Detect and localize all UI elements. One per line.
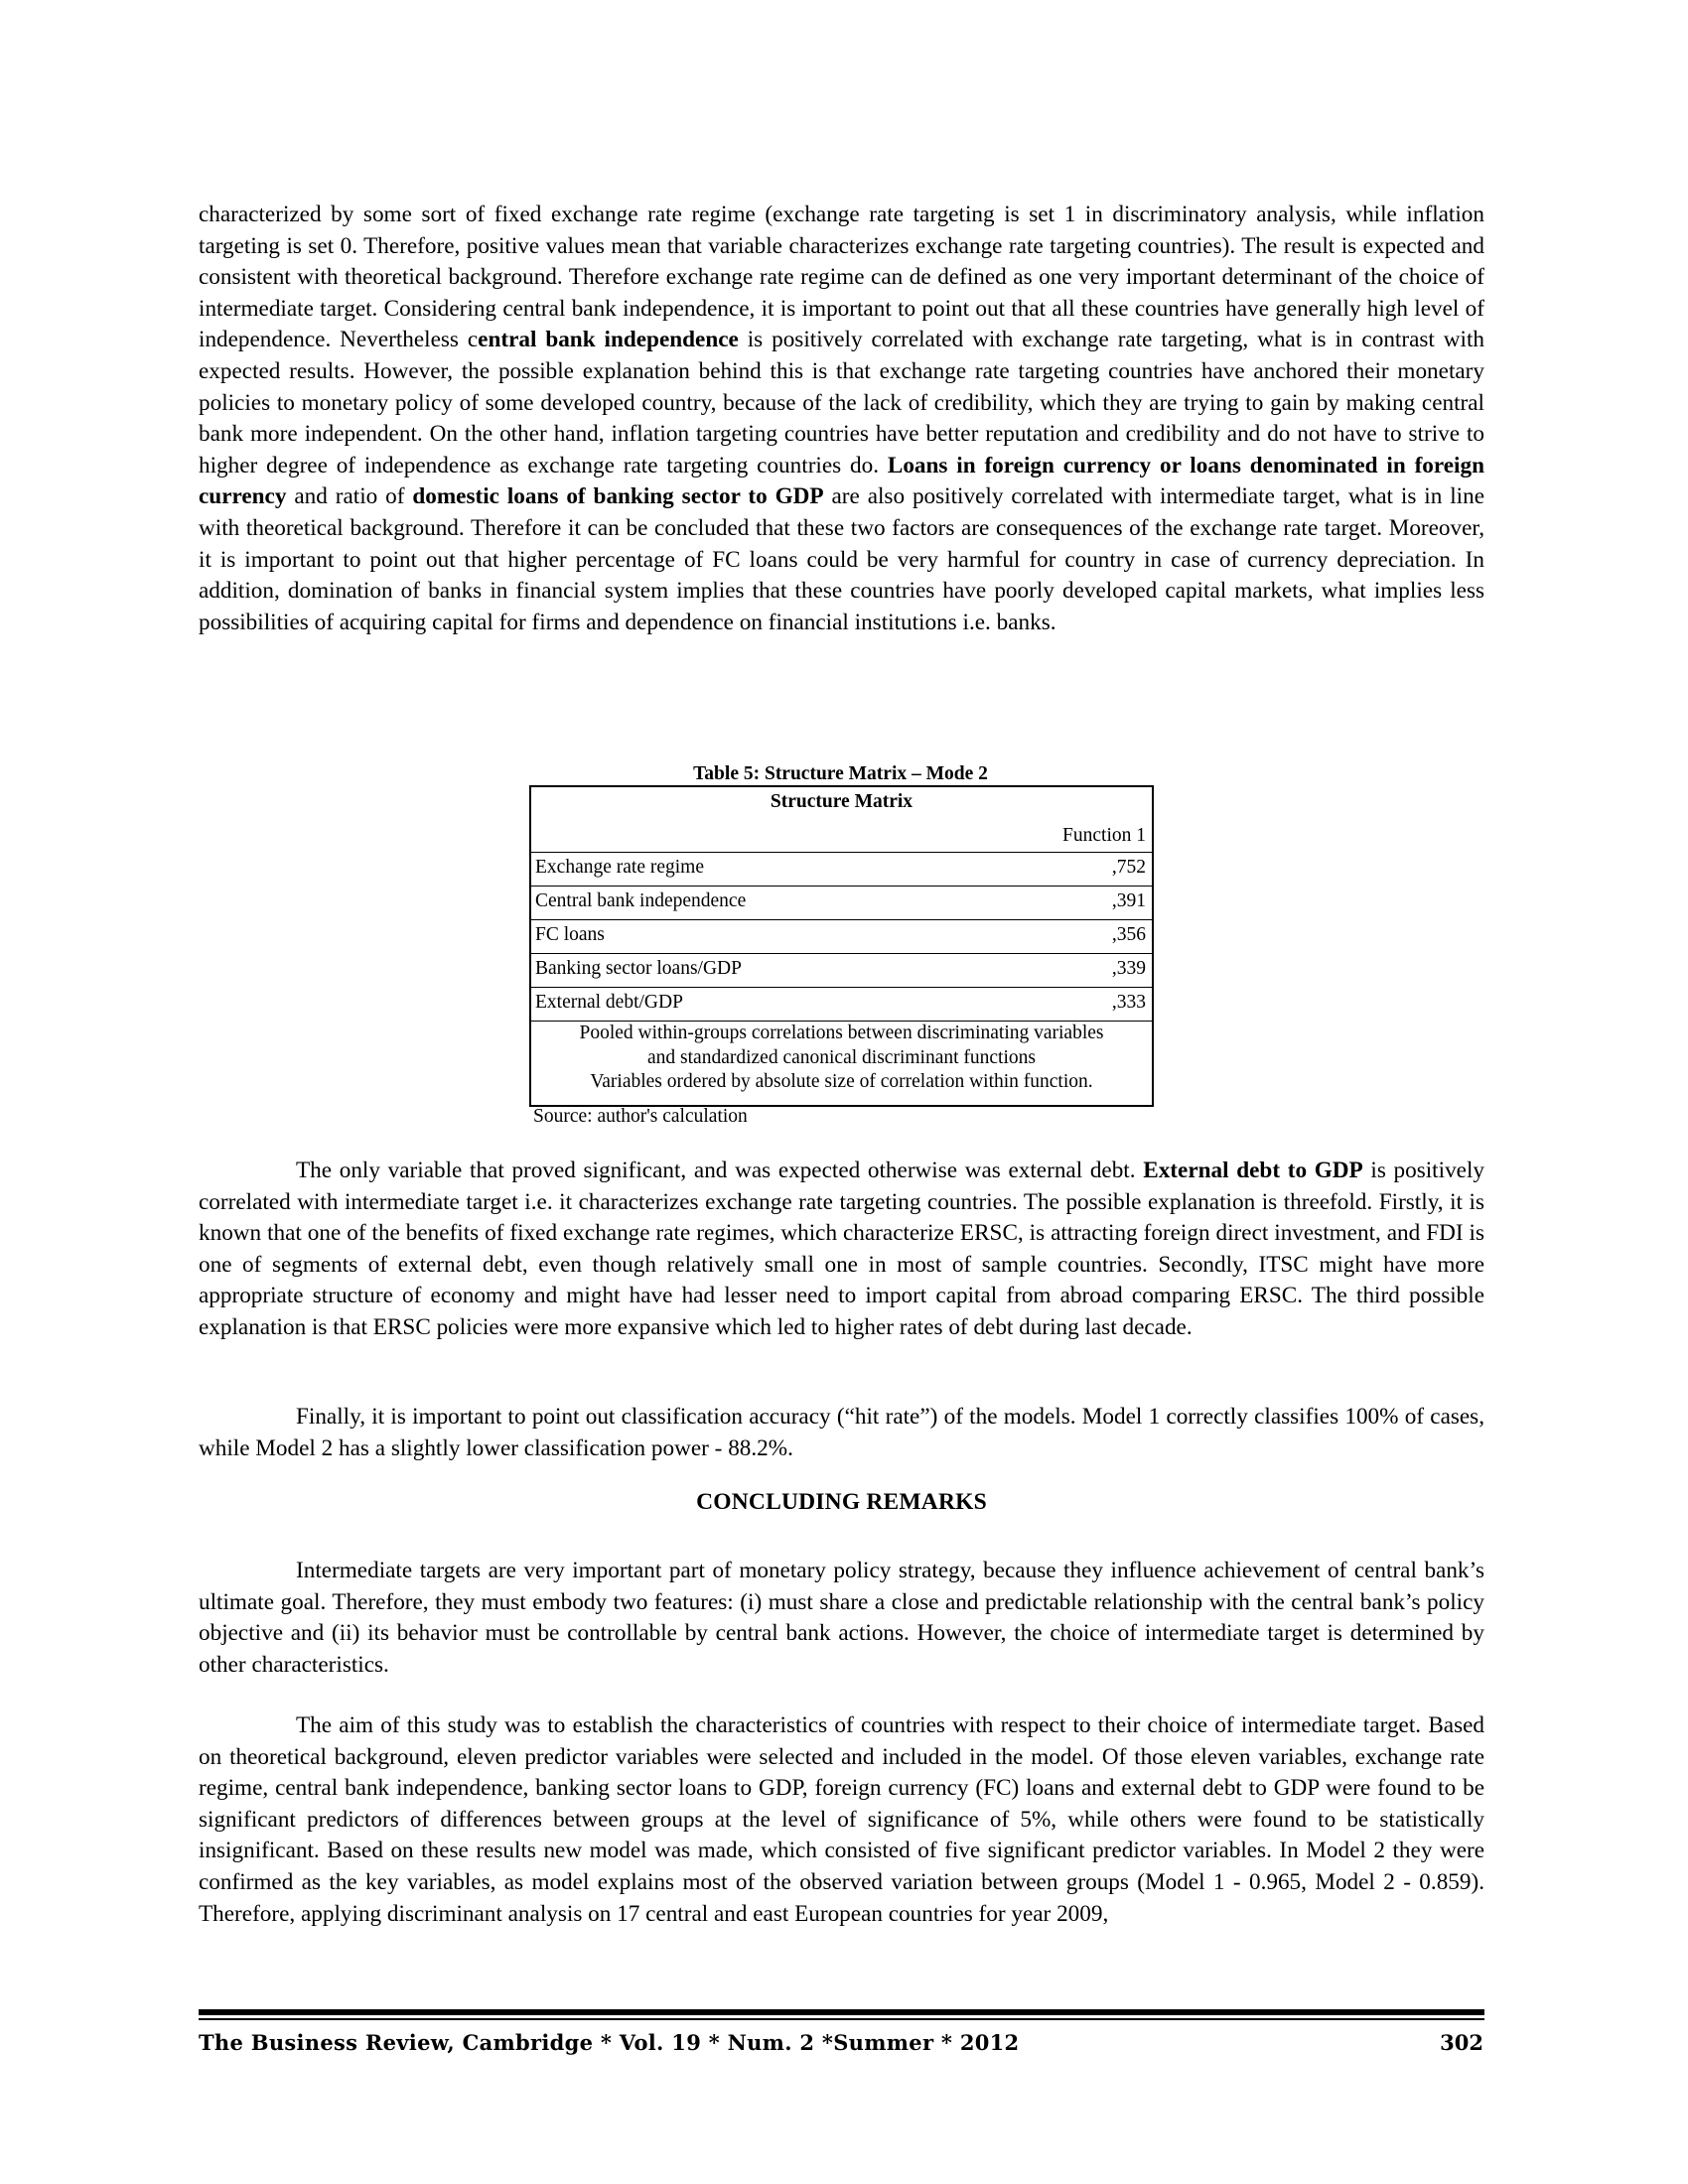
table-row	[531, 853, 1152, 887]
table-caption: Table 5: Structure Matrix – Mode 2	[693, 763, 988, 784]
page-number: 302	[1440, 2030, 1483, 2055]
row-label: External debt/GDP	[535, 992, 683, 1013]
text-segment: and ratio of	[286, 483, 413, 510]
bold-term: External debt to GDP	[1143, 1158, 1363, 1183]
text-segment: are also positively correlated with intermediate target, what is in line with theoretical background. Therefore it can be concluded that these two factors are consequences of the exchange rate target. Moreover, it is important to point out that higher percentage of FC loans could be very harmful for country in case of currency depreciation. In addition, domination of banks in financial system implies that these countries have poorly developed capital markets, what implies less possibilities of acquiring capital for firms and dependence on financial institutions i.e. banks.	[199, 483, 1484, 635]
row-value: ,391	[1111, 890, 1146, 911]
row-label: Central bank independence	[535, 890, 747, 911]
footer-rule	[199, 2009, 1484, 2015]
table-notes	[531, 1022, 1152, 1095]
row-label: FC loans	[535, 924, 605, 945]
table-source: Source: author's calculation	[533, 1106, 748, 1127]
text-segment: The only variable that proved significant, and was expected otherwise was external debt.	[296, 1158, 1144, 1183]
footer-rule	[199, 2018, 1484, 2020]
text-segment: is positively correlated with exchange rate targeting, what is in contrast with expected results. However, the possible explanation behind this is that exchange rate targeting countries have anchored their monetary policies to monetary policy of some developed country, because of the lack of credibility, which they are trying to gain by making central bank more independent. On the other hand, inflation targeting countries have better reputation and credibility and do not have to strive to higher degree of independence as exchange rate targeting countries do.	[199, 327, 1484, 478]
paragraph-4: Intermediate targets are very important part of monetary policy strategy, because they influence achievement of central bank’s ultimate goal. Therefore, they must embody two features: (i) must share a close and predictable relationship with the central bank’s policy objective and (ii) its behavior must be controllable by central bank actions. However, the choice of intermediate target is determined by other characteristics.	[199, 1558, 1484, 1678]
section-heading: CONCLUDING REMARKS	[696, 1489, 987, 1515]
table-body	[531, 852, 1152, 1022]
bold-term: Loans in foreign currency or loans denominated in foreign currency	[199, 452, 1484, 510]
table-row	[531, 887, 1152, 920]
bold-term: entral bank independence	[478, 327, 739, 353]
row-value: ,752	[1111, 857, 1146, 878]
paragraph-2	[199, 1156, 1484, 1344]
text-segment: is positively correlated with intermediate target i.e. it characterizes exchange rate targeting countries. The possible explanation is threefold. Firstly, it is known that one of the benefits of fixed exchange rate regimes, which characterize ERSC, is attracting foreign direct investment, and FDI is one of segments of external debt, even though relatively small one in most of sample countries. Secondly, ITSC might have more appropriate structure of economy and might have had lesser need to import capital from abroad comparing ERSC. The third possible explanation is that ERSC policies were more expansive which led to higher rates of debt during last decade.	[199, 1158, 1484, 1340]
table-note: and standardized canonical discriminant functions	[647, 1046, 1036, 1068]
row-value: ,339	[1111, 958, 1146, 979]
row-label: Banking sector loans/GDP	[535, 958, 742, 979]
table-row	[531, 988, 1152, 1022]
text-segment: characterized by some sort of fixed exchange rate regime (exchange rate targeting is set 1 in discriminatory analysis, while inflation targeting is set 0. Therefore, positive values mean that variable characterizes exchange rate targeting countries). The result is expected and consistent with theoretical background. Therefore exchange rate regime can de defined as one very important determinant of the choice of intermediate target. Considering central bank independence, it is important to point out that all these countries have generally high level of independence. Nevertheless c	[199, 202, 1484, 353]
row-value: ,333	[1111, 992, 1146, 1013]
table-note: Pooled within-groups correlations between discriminating variables	[579, 1023, 1104, 1043]
paragraph-1	[199, 200, 1484, 638]
table-row	[531, 920, 1152, 954]
structure-matrix-table	[529, 785, 1154, 1107]
row-value: ,356	[1111, 924, 1146, 945]
footer-journal: The Business Review, Cambridge * Vol. 19 * Num. 2 *Summer * 2012	[199, 2030, 1020, 2055]
row-label: Exchange rate regime	[535, 857, 704, 878]
table-note: Variables ordered by absolute size of correlation within function.	[590, 1071, 1093, 1092]
table-title: Structure Matrix	[770, 791, 914, 812]
paragraph-5: The aim of this study was to establish the characteristics of countries with respect to their choice of intermediate target. Based on theoretical background, eleven predictor variables were selected and included in the model. Of those eleven variables, exchange rate regime, central bank independence, banking sector loans to GDP, foreign currency (FC) loans and external debt to GDP were found to be significant predictors of differences between groups at the level of significance of 5%, while others were found to be statistically insignificant. Based on these results new model was made, which consisted of five significant predictor variables. In Model 2 they were confirmed as the key variables, as model explains most of the observed variation between groups (Model 1 - 0.965, Model 2 - 0.859). Therefore, applying discriminant analysis on 17 central and east European countries for year 2009,	[199, 1712, 1484, 1927]
table-row	[531, 954, 1152, 988]
bold-term: domestic loans of banking sector to GDP	[412, 483, 824, 510]
paragraph-3: Finally, it is important to point out classification accuracy (“hit rate”) of the models. Model 1 correctly classifies 100% of cases, while Model 2 has a slightly lower classification power - 88.2%.	[199, 1404, 1484, 1461]
table-column-header: Function 1	[1062, 825, 1146, 846]
